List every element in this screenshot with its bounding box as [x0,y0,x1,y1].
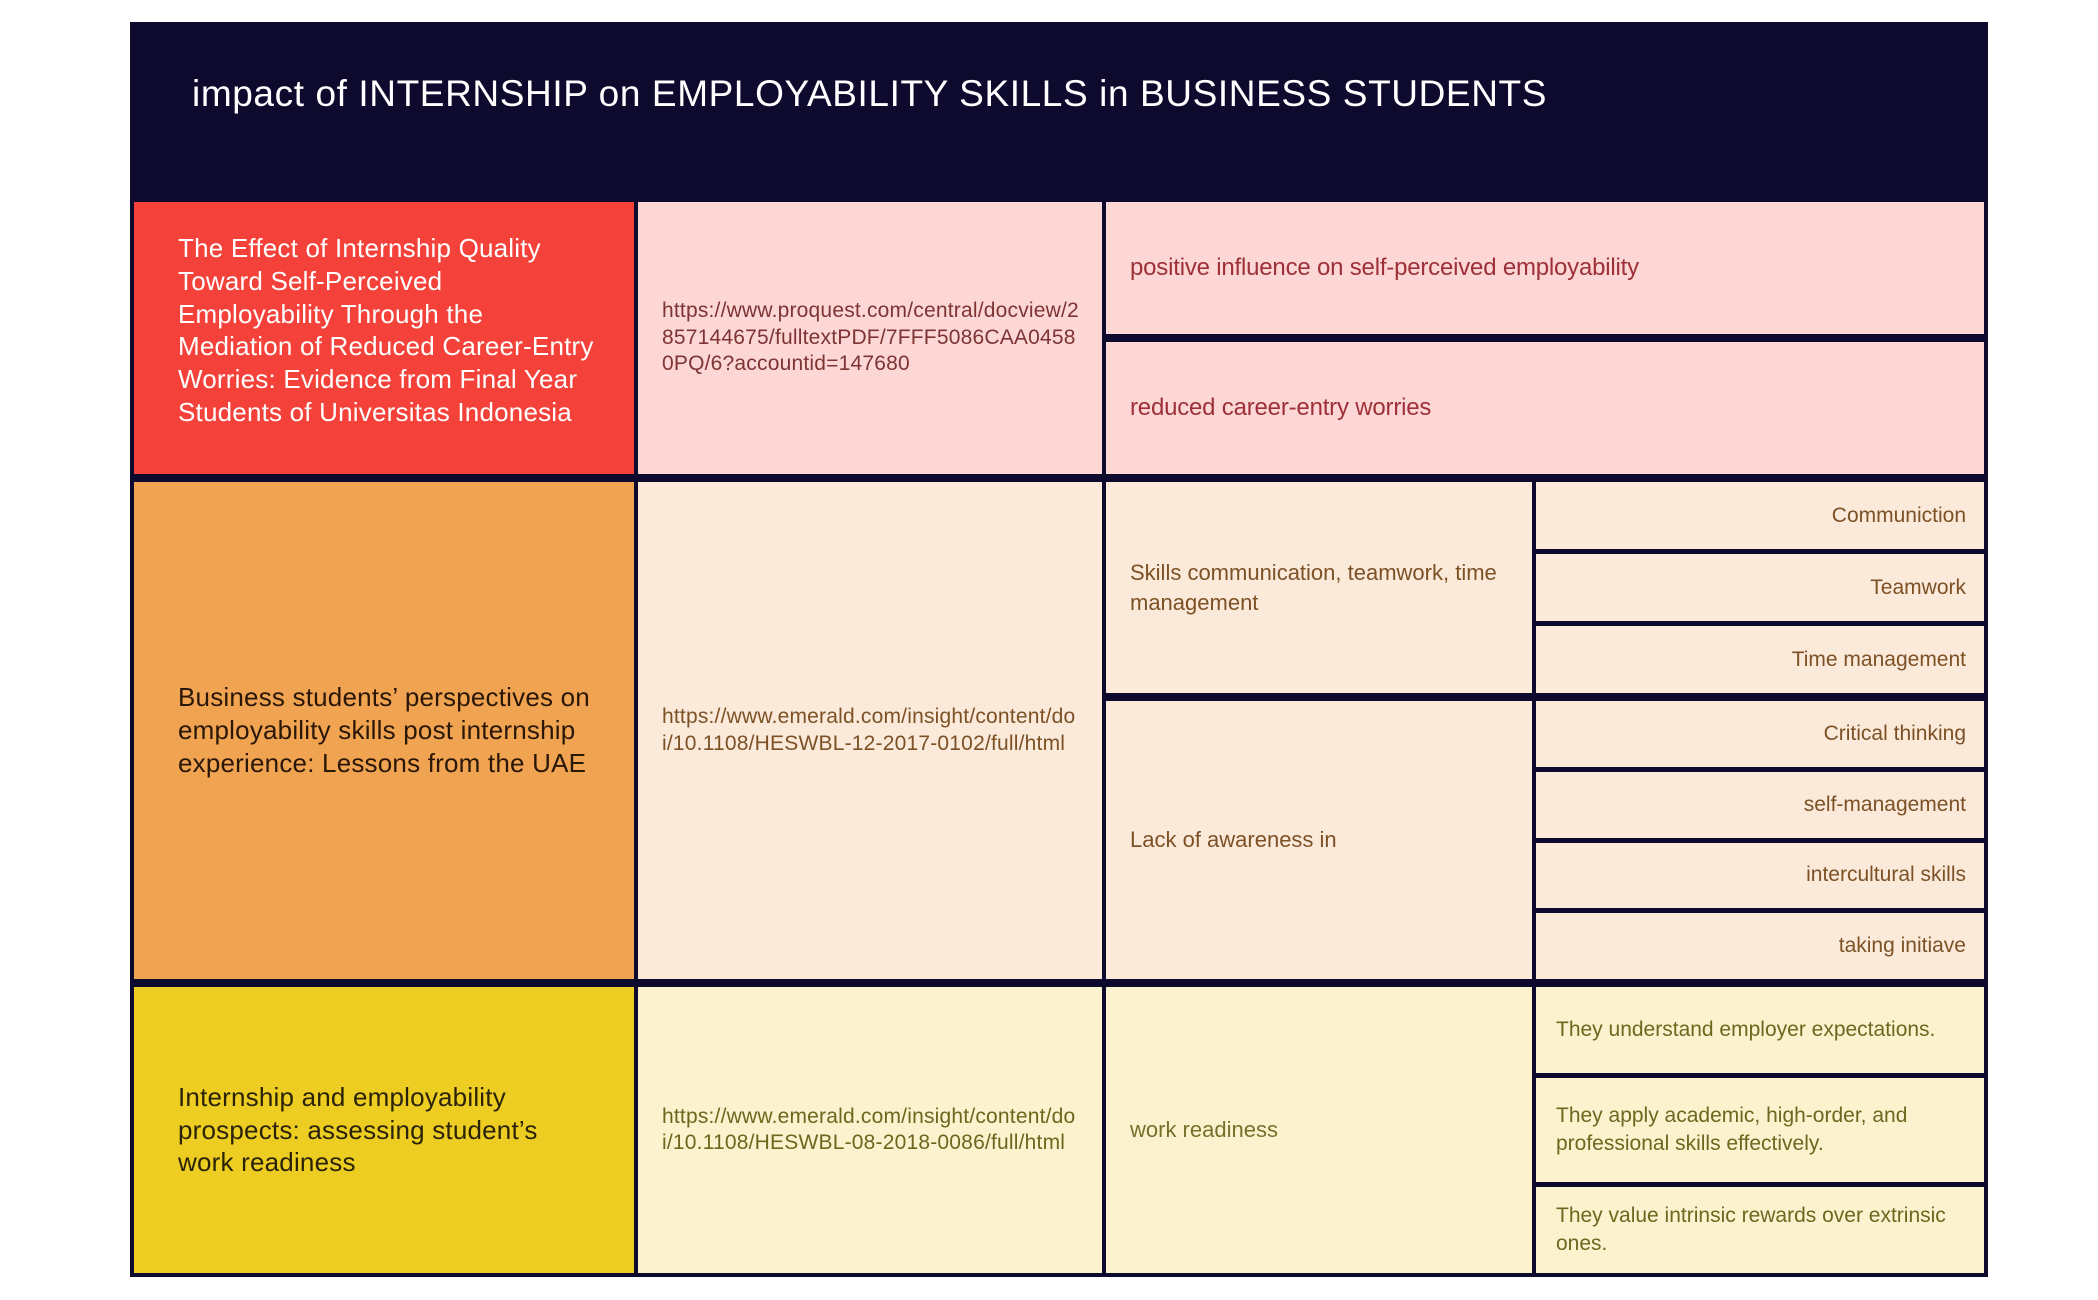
study-title-cell: Business students’ perspectives on employability skills post internship experience: Lessons from the UAE [134,482,634,979]
table-header [134,26,1984,194]
study-title-cell: The Effect of Internship Quality Toward Self-Perceived Employability Through the Mediation of Reduced Career-Entry Worries: Evidence from Final Year Students of Universitas Indonesia [134,202,634,474]
study-row-1 [134,202,1984,474]
readiness-group [1106,987,1984,1273]
group-label-cell: work readiness [1106,987,1532,1273]
study-row-3 [134,987,1984,1273]
skill-item-cell: Teamwork [1536,554,1984,621]
study-row-2 [134,482,1984,979]
finding-cell: reduced career-entry worries [1106,342,1984,474]
skill-item-cell: self-management [1536,772,1984,838]
readiness-item-cell: They understand employer expectations. [1536,987,1984,1073]
skill-item-cell: taking initiave [1536,913,1984,979]
readiness-item-cell: They value intrinsic rewards over extrinsic ones. [1536,1187,1984,1273]
study-url-cell: https://www.emerald.com/insight/content/doi/10.1108/HESWBL-12-2017-0102/full/html [638,482,1102,979]
skills-column [1106,482,1984,979]
page-title: impact of INTERNSHIP on EMPLOYABILITY SKILLS in BUSINESS STUDENTS [192,73,1547,114]
readiness-item-cell: They apply academic, high-order, and professional skills effectively. [1536,1078,1984,1182]
group-label-cell: Skills communication, teamwork, time management [1106,482,1532,693]
finding-cell: positive influence on self-perceived employability [1106,202,1984,334]
study-url-cell: https://www.proquest.com/central/docview/2857144675/fulltextPDF/7FFF5086CAA04580PQ/6?accountid=147680 [638,202,1102,474]
findings-column [1106,202,1984,474]
study-table [130,22,1988,1277]
skill-item-cell: Time management [1536,626,1984,693]
skill-item-cell: Communiction [1536,482,1984,549]
skills-group [1106,482,1984,693]
study-url-cell: https://www.emerald.com/insight/content/doi/10.1108/HESWBL-08-2018-0086/full/html [638,987,1102,1273]
readiness-column [1106,987,1984,1273]
skill-item-cell: Critical thinking [1536,701,1984,767]
skill-items [1536,482,1984,693]
skill-item-cell: intercultural skills [1536,843,1984,909]
awareness-group [1106,701,1984,979]
study-title-cell: Internship and employability prospects: assessing student’s work readiness [134,987,634,1273]
awareness-items [1536,701,1984,979]
readiness-items [1536,987,1984,1273]
group-label-cell: Lack of awareness in [1106,701,1532,979]
